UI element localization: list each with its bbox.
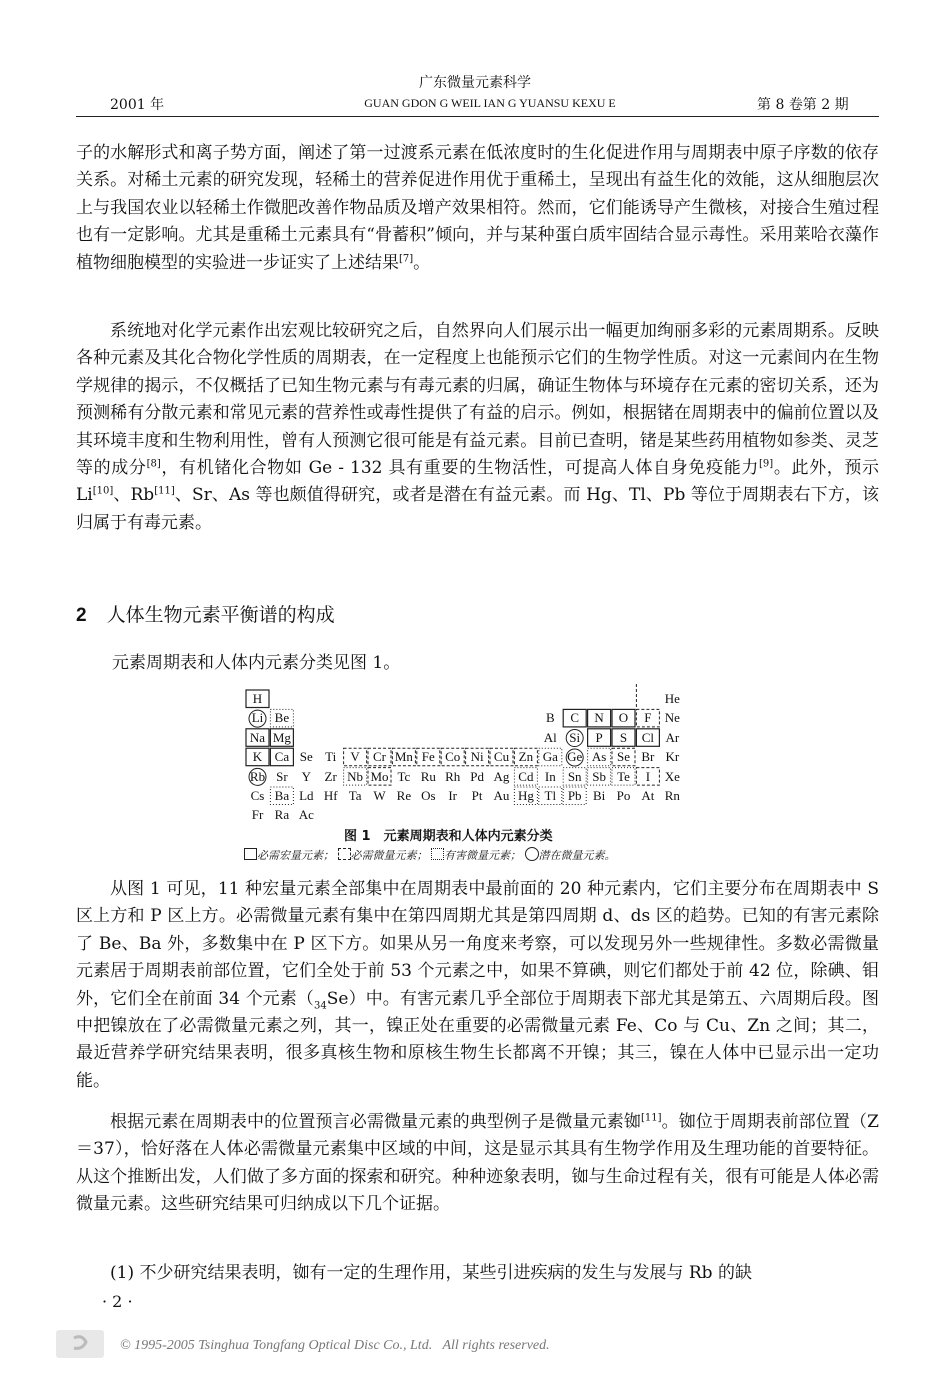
- element-ni: Ni: [470, 749, 484, 765]
- element-li: Li: [251, 710, 264, 726]
- element-se: Se: [299, 749, 313, 765]
- legend-potential-circle: [525, 847, 539, 861]
- figure-intro: 元素周期表和人体内元素分类见图 1。: [112, 653, 401, 673]
- element-ti: Ti: [325, 749, 337, 765]
- citation-7[interactable]: [7]: [399, 252, 414, 264]
- cnki-logo-icon: [56, 1330, 104, 1358]
- paragraph-5: (1) 不少研究结果表明，铷有一定的生理作用，某些引进疾病的发生与发展与 Rb 的缺: [110, 1263, 752, 1283]
- element-n: N: [594, 710, 604, 726]
- citation-10[interactable]: [10]: [92, 485, 114, 497]
- footer-logo: [56, 1330, 104, 1358]
- element-fe: Fe: [421, 749, 435, 765]
- header-volume: 第 8 卷第 2 期: [757, 97, 849, 113]
- paragraph-1-text: 子的水解形式和离子势方面，阐述了第一过渡系元素在低浓度时的生化促进作用与周期表中原子序数的依存关系。对稀土元素的研究发现，轻稀土的营养促进作用优于重稀土，呈现出有益生化的效能，这从细胞层次上与我国农业以轻稀土作微肥改善作物品质及增产效果相符。然而，它们能诱导产生微核，对接合生殖过程也有一定影响。尤其是重稀土元素具有“骨蓄积”倾向，并与某种蛋白质牢固结合显示毒性。采用莱哈衣藻作植物细胞模型的实验进一步证实了上述结果: [76, 143, 879, 273]
- header-rule: [76, 116, 879, 117]
- element-h: H: [252, 691, 263, 706]
- element-cu: Cu: [493, 749, 510, 765]
- element-ir: Ir: [448, 788, 458, 803]
- legend-macro-box: [244, 848, 257, 860]
- element-ta: Ta: [348, 788, 362, 803]
- element-sb: Sb: [592, 768, 606, 784]
- element-b: B: [545, 710, 555, 726]
- paragraph-4: 根据元素在周期表中的位置预言必需微量元素的典型例子是微量元素铷[11]。铷位于周期表前部位置（Z＝37），恰好落在人体必需微量元素集中区域的中间，这是显示其具有生物学作用及生理功能的首要特征。从这个推断出发，人们做了多方面的探索和研究。种种迹象表明，铷与生命过程有关，很有可能是人体必需微量元素。这些研究结果可归纳成以下几个证据。: [76, 1112, 879, 1215]
- element-al: Al: [543, 729, 557, 745]
- citation-11b[interactable]: [11]: [640, 1112, 662, 1124]
- journal-title-pinyin: GUAN GDON G WEIL IAN G YUANSU KEXU E: [364, 96, 616, 110]
- section-heading: [76, 600, 335, 627]
- element-mn: Mn: [394, 749, 413, 765]
- element-si: Si: [569, 729, 581, 745]
- element-ge: Ge: [567, 749, 583, 765]
- element-se: Se: [617, 749, 630, 765]
- element-sn: Sn: [567, 768, 582, 784]
- element-zn: Zn: [518, 749, 534, 765]
- section-title: 人体生物元素平衡谱的构成: [106, 604, 335, 626]
- journal-title-cn: 广东微量元素科学: [419, 75, 531, 91]
- element-br: Br: [641, 749, 655, 765]
- element-bi: Bi: [592, 788, 606, 803]
- legend-macro-label: 必需宏量元素；: [257, 849, 334, 862]
- legend-potential-label: 潜在微量元素。: [538, 849, 616, 862]
- element-be: Be: [274, 710, 290, 726]
- element-nb: Nb: [347, 768, 364, 784]
- element-he: He: [664, 691, 680, 706]
- page-number: · 2 ·: [102, 1292, 133, 1311]
- element-ca: Ca: [274, 749, 290, 765]
- element-k: K: [252, 749, 263, 765]
- element-y: Y: [301, 768, 311, 784]
- element-ra: Ra: [274, 807, 290, 823]
- element-p: P: [595, 729, 603, 745]
- element-ga: Ga: [542, 749, 558, 765]
- citation-9[interactable]: [9]: [759, 458, 774, 470]
- element-mo: Mo: [370, 768, 389, 784]
- element-tl: Tl: [544, 788, 557, 803]
- element-cl: Cl: [641, 729, 655, 745]
- legend-trace-label: 必需微量元素；: [350, 849, 428, 862]
- legend-toxic-label: 有害微量元素；: [444, 849, 521, 862]
- element-na: Na: [249, 729, 266, 745]
- element-w: W: [373, 788, 386, 803]
- element-tc: Tc: [397, 768, 411, 784]
- element-pb: Pb: [567, 788, 582, 803]
- legend-trace-box: [338, 848, 351, 860]
- element-os: Os: [421, 788, 436, 803]
- element-te: Te: [617, 768, 630, 784]
- periodic-table-figure: [244, 688, 714, 828]
- element-fr: Fr: [251, 807, 264, 823]
- figure-caption: 图 1 元素周期表和人体内元素分类: [344, 829, 553, 844]
- element-f: F: [644, 710, 652, 726]
- element-po: Po: [616, 788, 631, 803]
- element-ru: Ru: [420, 768, 436, 784]
- element-xe: Xe: [664, 768, 680, 784]
- legend-toxic-box: [431, 848, 444, 860]
- element-s: S: [619, 729, 628, 745]
- element-zr: Zr: [324, 768, 337, 784]
- element-rh: Rh: [445, 768, 461, 784]
- element-kr: Kr: [665, 749, 680, 765]
- copyright-footer: © 1995-2005 Tsinghua Tongfang Optical Disc Co., Ltd. All rights reserved.: [120, 1338, 550, 1353]
- element-o: O: [618, 710, 629, 726]
- citation-11[interactable]: [11]: [154, 485, 175, 497]
- citation-8[interactable]: [8]: [146, 458, 161, 470]
- element-in: In: [544, 768, 556, 784]
- element-i: I: [645, 768, 651, 784]
- element-re: Re: [396, 788, 412, 803]
- element-cs: Cs: [250, 788, 265, 803]
- element-ld: Ld: [299, 788, 314, 803]
- element-at: At: [641, 788, 655, 803]
- element-au: Au: [493, 788, 510, 803]
- element-pt: Pt: [471, 788, 483, 803]
- figure-legend: [244, 847, 616, 863]
- element-ne: Ne: [664, 710, 680, 726]
- element-cd: Cd: [518, 768, 534, 784]
- element-sr: Sr: [276, 768, 288, 784]
- element-co: Co: [445, 749, 461, 765]
- element-v: V: [350, 749, 360, 765]
- element-ac: Ac: [298, 807, 314, 823]
- element-ba: Ba: [274, 788, 290, 803]
- element-ar: Ar: [665, 729, 680, 745]
- paragraph-1: 子的水解形式和离子势方面，阐述了第一过渡系元素在低浓度时的生化促进作用与周期表中原子序数的依存关系。对稀土元素的研究发现，轻稀土的营养促进作用优于重稀土，呈现出有益生化的效能，这从细胞层次上与我国农业以轻稀土作微肥改善作物品质及增产效果相符。然而，它们能诱导产生微核，对接合生殖过程也有一定影响。尤其是重稀土元素具有“骨蓄积”倾向，并与某种蛋白质牢固结合显示毒性。采用莱哈衣藻作植物细胞模型的实验进一步证实了上述结果[7]。: [76, 143, 879, 273]
- element-mg: Mg: [272, 729, 291, 745]
- element-as: As: [591, 749, 607, 765]
- element-ag: Ag: [493, 768, 510, 784]
- element-hf: Hf: [323, 788, 338, 803]
- section-number: 2: [76, 605, 87, 626]
- header-year: 2001 年: [110, 97, 165, 113]
- element-pd: Pd: [470, 768, 484, 784]
- element-rb: Rb: [249, 768, 266, 784]
- element-hg: Hg: [517, 788, 534, 803]
- paragraph-2: 系统地对化学元素作出宏观比较研究之后，自然界向人们展示出一幅更加绚丽多彩的元素周期系。反映各种元素及其化合物化学性质的周期表，在一定程度上也能预示它们的生物学性质。对这一元素间内在生物学规律的揭示，不仅概括了已知生物元素与有毒元素的归属，确证生物体与环境存在元素的密切关系，还为预测稀有分散元素和常见元素的营养性或毒性提供了有益的启示。例如，根据锗在周期表中的偏前位置以及其环境丰度和生物利用性，曾有人预测它很可能是有益元素。目前已查明，锗是某些药用植物如参类、灵芝等的成分[8]，有机锗化合物如 Ge - 132 具有重要的生物活性，可提高人体自身免疫能力[9]。此外，预示 Li[10]、Rb[11]、Sr、As 等也颇值得研究，或者是潜在有益元素。而 Hg、Tl、Pb 等位于周期表右下方，该归属于有毒元素。: [76, 321, 880, 533]
- element-rn: Rn: [664, 788, 680, 803]
- element-c: C: [570, 710, 580, 726]
- element-cr: Cr: [373, 749, 386, 765]
- paragraph-3: 从图 1 可见，11 种宏量元素全部集中在周期表中最前面的 20 种元素内，它们主要分布在周期表中 S 区上方和 P 区上方。必需微量元素有集中在第四周期尤其是第四周期 d、ds 区的趋势。已知的有害元素除了 Be、Ba 外，多数集中在 P 区下方。如果从另一角度来考察，可以发现另外一些规律性。多数必需微量元素居于周期表前部位置，它们全处于前 53 个元素之中，如果不算碘，则它们都处于前 42 位，除碘、钼外，它们全在前面 34 个元素$(_{34}Se)$中。有害元素几乎全部位于周期表下部尤其是第五、六周期后段。图中把镍放在了必需微量元素之列，其一，镍正处在重要的必需微量元素 Fe、Co 与 Cu、Zn 之间；其二，最近营养学研究结果表明，很多真核生物和原核生物生长都离不开镍；其三，镍在人体中已显示出一定功能。: [76, 879, 879, 1091]
